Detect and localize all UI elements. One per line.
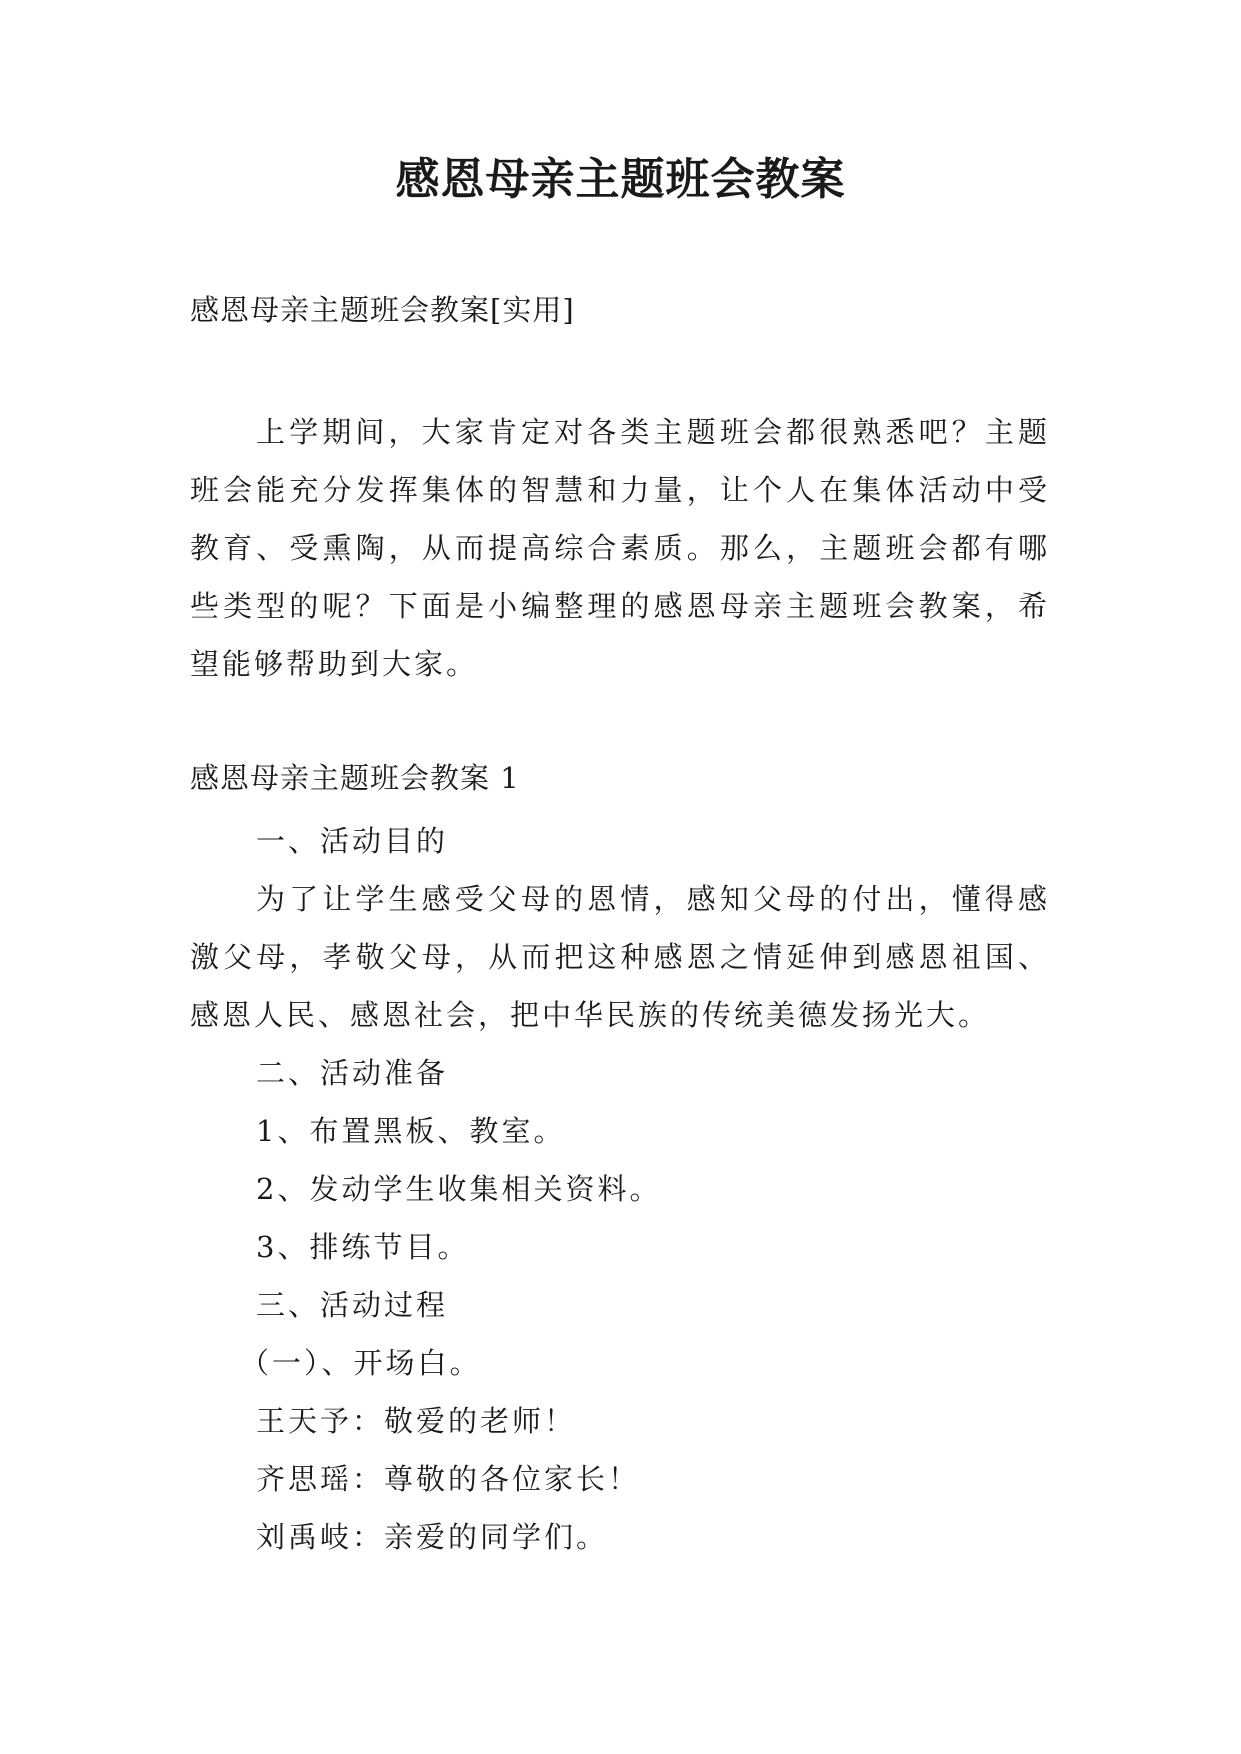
- section-heading: 感恩母亲主题班会教案 1: [190, 761, 520, 795]
- prep-item: 2、发动学生收集相关资料。: [256, 1172, 662, 1206]
- dialogue-line: 刘禹岐：亲爱的同学们。: [256, 1520, 609, 1554]
- prep-item: 3、排练节目。: [256, 1230, 470, 1264]
- heading-activity-purpose: 一、活动目的: [256, 824, 449, 858]
- document-subtitle: 感恩母亲主题班会教案[实用]: [190, 293, 575, 327]
- step-opening: （一）、开场白。: [240, 1346, 482, 1380]
- heading-activity-process: 三、活动过程: [256, 1288, 449, 1322]
- heading-activity-preparation: 二、活动准备: [256, 1056, 449, 1090]
- dialogue-line: 齐思瑶：尊敬的各位家长！: [256, 1462, 641, 1496]
- dialogue-line: 王天予：敬爱的老师！: [256, 1404, 577, 1438]
- document-title: 感恩母亲主题班会教案: [395, 154, 846, 205]
- prep-item: 1、布置黑板、教室。: [256, 1114, 566, 1148]
- purpose-paragraph: 为了让学生感受父母的恩情，感知父母的付出，懂得感激父母，孝敬父母，从而把这种感恩之情延伸到感恩祖国、感恩人民、感恩社会，把中华民族的传统美德发扬光大。: [190, 882, 1050, 1032]
- intro-paragraph: 上学期间，大家肯定对各类主题班会都很熟悉吧？主题班会能充分发挥集体的智慧和力量，让个人在集体活动中受教育、受熏陶，从而提高综合素质。那么，主题班会都有哪些类型的呢？下面是小编整理的感恩母亲主题班会教案，希望能够帮助到大家。: [190, 415, 1050, 681]
- lesson-body: [190, 812, 1060, 1566]
